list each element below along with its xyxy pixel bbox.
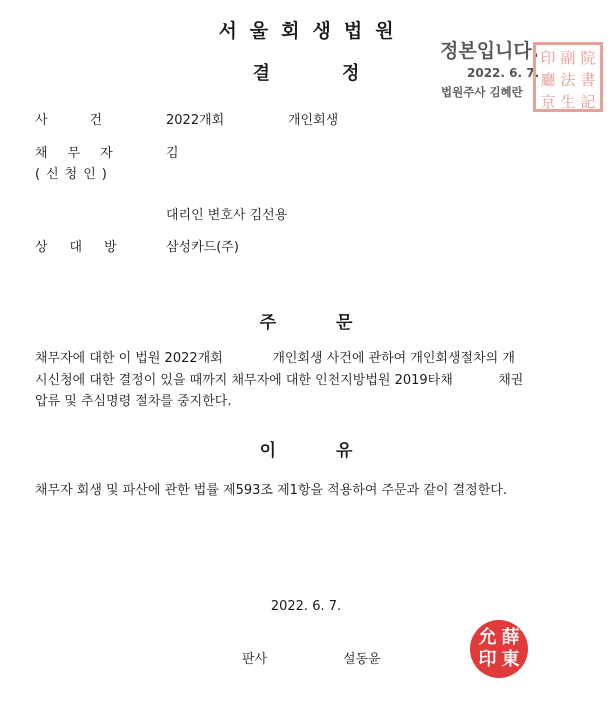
applicant-sublabel: (신청인) (35, 167, 113, 182)
reason-text: 채무자 회생 및 파산에 관한 법률 제593조 제1항을 적용하여 주문과 같이 결정한다. (35, 483, 507, 498)
decision-date: 2022. 6. 7. (270, 599, 342, 614)
order-line-1: 채무자에 대한 이 법원 2022개회 개인회생 사건에 관하여 개인회생절차의 개 (35, 351, 515, 366)
judge-name: 설동윤 (343, 652, 381, 667)
order-heading: 주문 (259, 313, 413, 333)
order-line-2: 시신청에 대한 결정이 있을 때까지 채무자에 대한 인천지방법원 2019타채 채권 (35, 373, 524, 388)
judge-seal-stamp: 允 薛 印 東 (470, 620, 528, 678)
legal-agent: 대리인 변호사 김선용 (166, 208, 288, 223)
certified-copy-note: 정본입니다. (440, 40, 539, 62)
debtor-name: 김 (166, 146, 179, 161)
debtor-label: 채무자 (35, 146, 133, 161)
case-type: 개인회생 (288, 113, 339, 128)
court-clerk: 법원주사 김혜란 (441, 85, 523, 99)
court-name: 서울회생법원 (218, 20, 407, 42)
judge-title: 판사 (242, 652, 268, 667)
counterparty-name: 삼성카드(주) (166, 240, 239, 255)
counterparty-label: 상대방 (35, 240, 139, 255)
certification-date: 2022. 6. 7. (467, 66, 540, 80)
document-type: 결정 (252, 63, 432, 84)
court-seal-stamp: 印 副 院 廳 法 書 京 生 記 (533, 42, 603, 112)
order-line-3: 압류 및 추심명령 절차를 중지한다. (35, 394, 232, 409)
reason-heading: 이유 (259, 441, 413, 461)
case-number: 2022개회 (166, 113, 225, 128)
case-label: 사건 (35, 113, 145, 128)
